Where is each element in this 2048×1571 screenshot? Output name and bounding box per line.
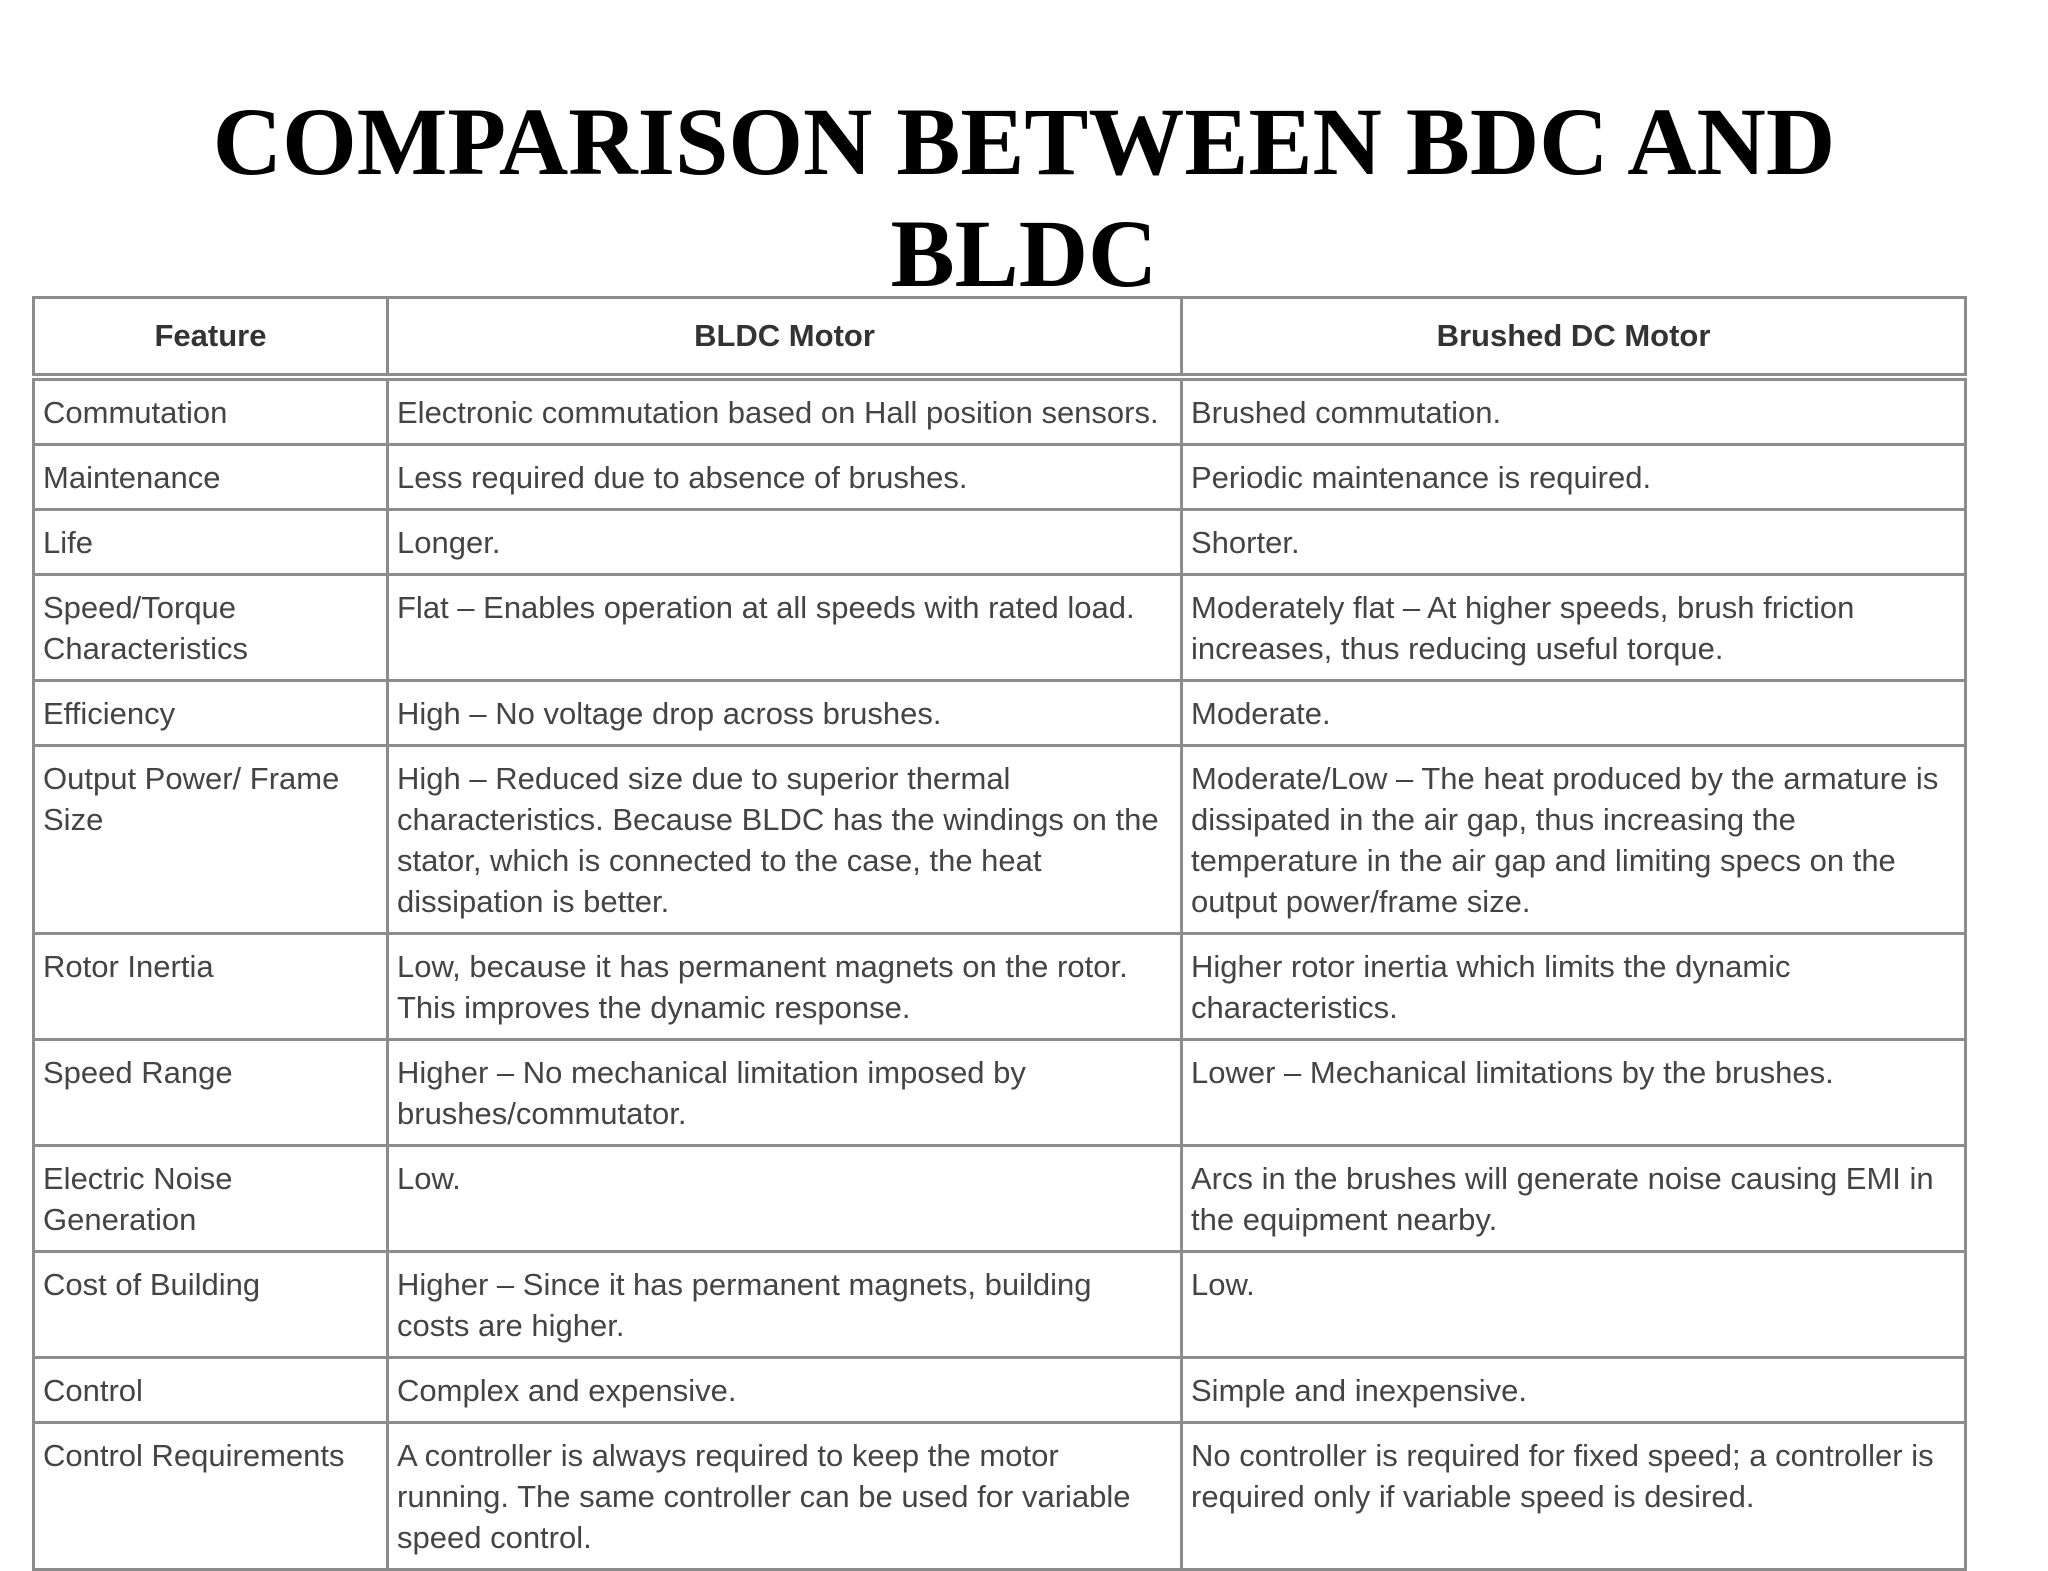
table-row [34, 1423, 1966, 1570]
feature-cell: Life [34, 510, 388, 575]
brushed-dc-cell: Arcs in the brushes will generate noise causing EMI in the equipment nearby. [1182, 1146, 1966, 1252]
table-row [34, 377, 1966, 445]
bldc-cell: Higher – No mechanical limitation imposed by brushes/commutator. [388, 1040, 1182, 1146]
table-row [34, 934, 1966, 1040]
feature-cell: Speed/Torque Characteristics [34, 575, 388, 681]
brushed-dc-cell: Low. [1182, 1252, 1966, 1358]
brushed-dc-cell: Moderate. [1182, 681, 1966, 746]
title-line-1: COMPARISON BETWEEN BDC AND [212, 88, 1836, 195]
comparison-table-container [32, 296, 1964, 1555]
bldc-cell: Electronic commutation based on Hall position sensors. [388, 377, 1182, 445]
table-row [34, 1040, 1966, 1146]
bldc-cell: Low, because it has permanent magnets on the rotor. This improves the dynamic response. [388, 934, 1182, 1040]
title-line-2: BLDC [890, 200, 1158, 307]
brushed-dc-cell: Higher rotor inertia which limits the dynamic characteristics. [1182, 934, 1966, 1040]
feature-cell: Control Requirements [34, 1423, 388, 1570]
table-row [34, 445, 1966, 510]
bldc-cell: Complex and expensive. [388, 1358, 1182, 1423]
table-body [34, 377, 1966, 1570]
brushed-dc-cell: Moderate/Low – The heat produced by the armature is dissipated in the air gap, thus increasing the temperature in the air gap and limiting specs on the output power/frame size. [1182, 746, 1966, 934]
comparison-table [32, 296, 1967, 1571]
bldc-cell: A controller is always required to keep the motor running. The same controller can be used for variable speed control. [388, 1423, 1182, 1570]
feature-cell: Efficiency [34, 681, 388, 746]
feature-cell: Commutation [34, 377, 388, 445]
table-row [34, 510, 1966, 575]
header-brushed-dc-motor: Brushed DC Motor [1182, 298, 1966, 378]
feature-cell: Speed Range [34, 1040, 388, 1146]
bldc-cell: Higher – Since it has permanent magnets, building costs are higher. [388, 1252, 1182, 1358]
table-row [34, 1252, 1966, 1358]
brushed-dc-cell: No controller is required for fixed speed; a controller is required only if variable speed is desired. [1182, 1423, 1966, 1570]
table-row [34, 575, 1966, 681]
feature-cell: Maintenance [34, 445, 388, 510]
brushed-dc-cell: Moderately flat – At higher speeds, brush friction increases, thus reducing useful torque. [1182, 575, 1966, 681]
bldc-cell: Flat – Enables operation at all speeds with rated load. [388, 575, 1182, 681]
table-row [34, 1358, 1966, 1423]
feature-cell: Control [34, 1358, 388, 1423]
brushed-dc-cell: Simple and inexpensive. [1182, 1358, 1966, 1423]
header-bldc-motor: BLDC Motor [388, 298, 1182, 378]
bldc-cell: Low. [388, 1146, 1182, 1252]
header-row [34, 298, 1966, 378]
brushed-dc-cell: Lower – Mechanical limitations by the brushes. [1182, 1040, 1966, 1146]
brushed-dc-cell: Periodic maintenance is required. [1182, 445, 1966, 510]
bldc-cell: Less required due to absence of brushes. [388, 445, 1182, 510]
bldc-cell: Longer. [388, 510, 1182, 575]
feature-cell: Electric Noise Generation [34, 1146, 388, 1252]
feature-cell: Cost of Building [34, 1252, 388, 1358]
table-row [34, 1146, 1966, 1252]
brushed-dc-cell: Shorter. [1182, 510, 1966, 575]
header-feature: Feature [34, 298, 388, 378]
table-row [34, 746, 1966, 934]
feature-cell: Rotor Inertia [34, 934, 388, 1040]
brushed-dc-cell: Brushed commutation. [1182, 377, 1966, 445]
feature-cell: Output Power/ Frame Size [34, 746, 388, 934]
page-title [0, 86, 2048, 310]
table-row [34, 681, 1966, 746]
bldc-cell: High – Reduced size due to superior thermal characteristics. Because BLDC has the windings on the stator, which is connected to the case, the heat dissipation is better. [388, 746, 1182, 934]
table-header [34, 298, 1966, 378]
bldc-cell: High – No voltage drop across brushes. [388, 681, 1182, 746]
